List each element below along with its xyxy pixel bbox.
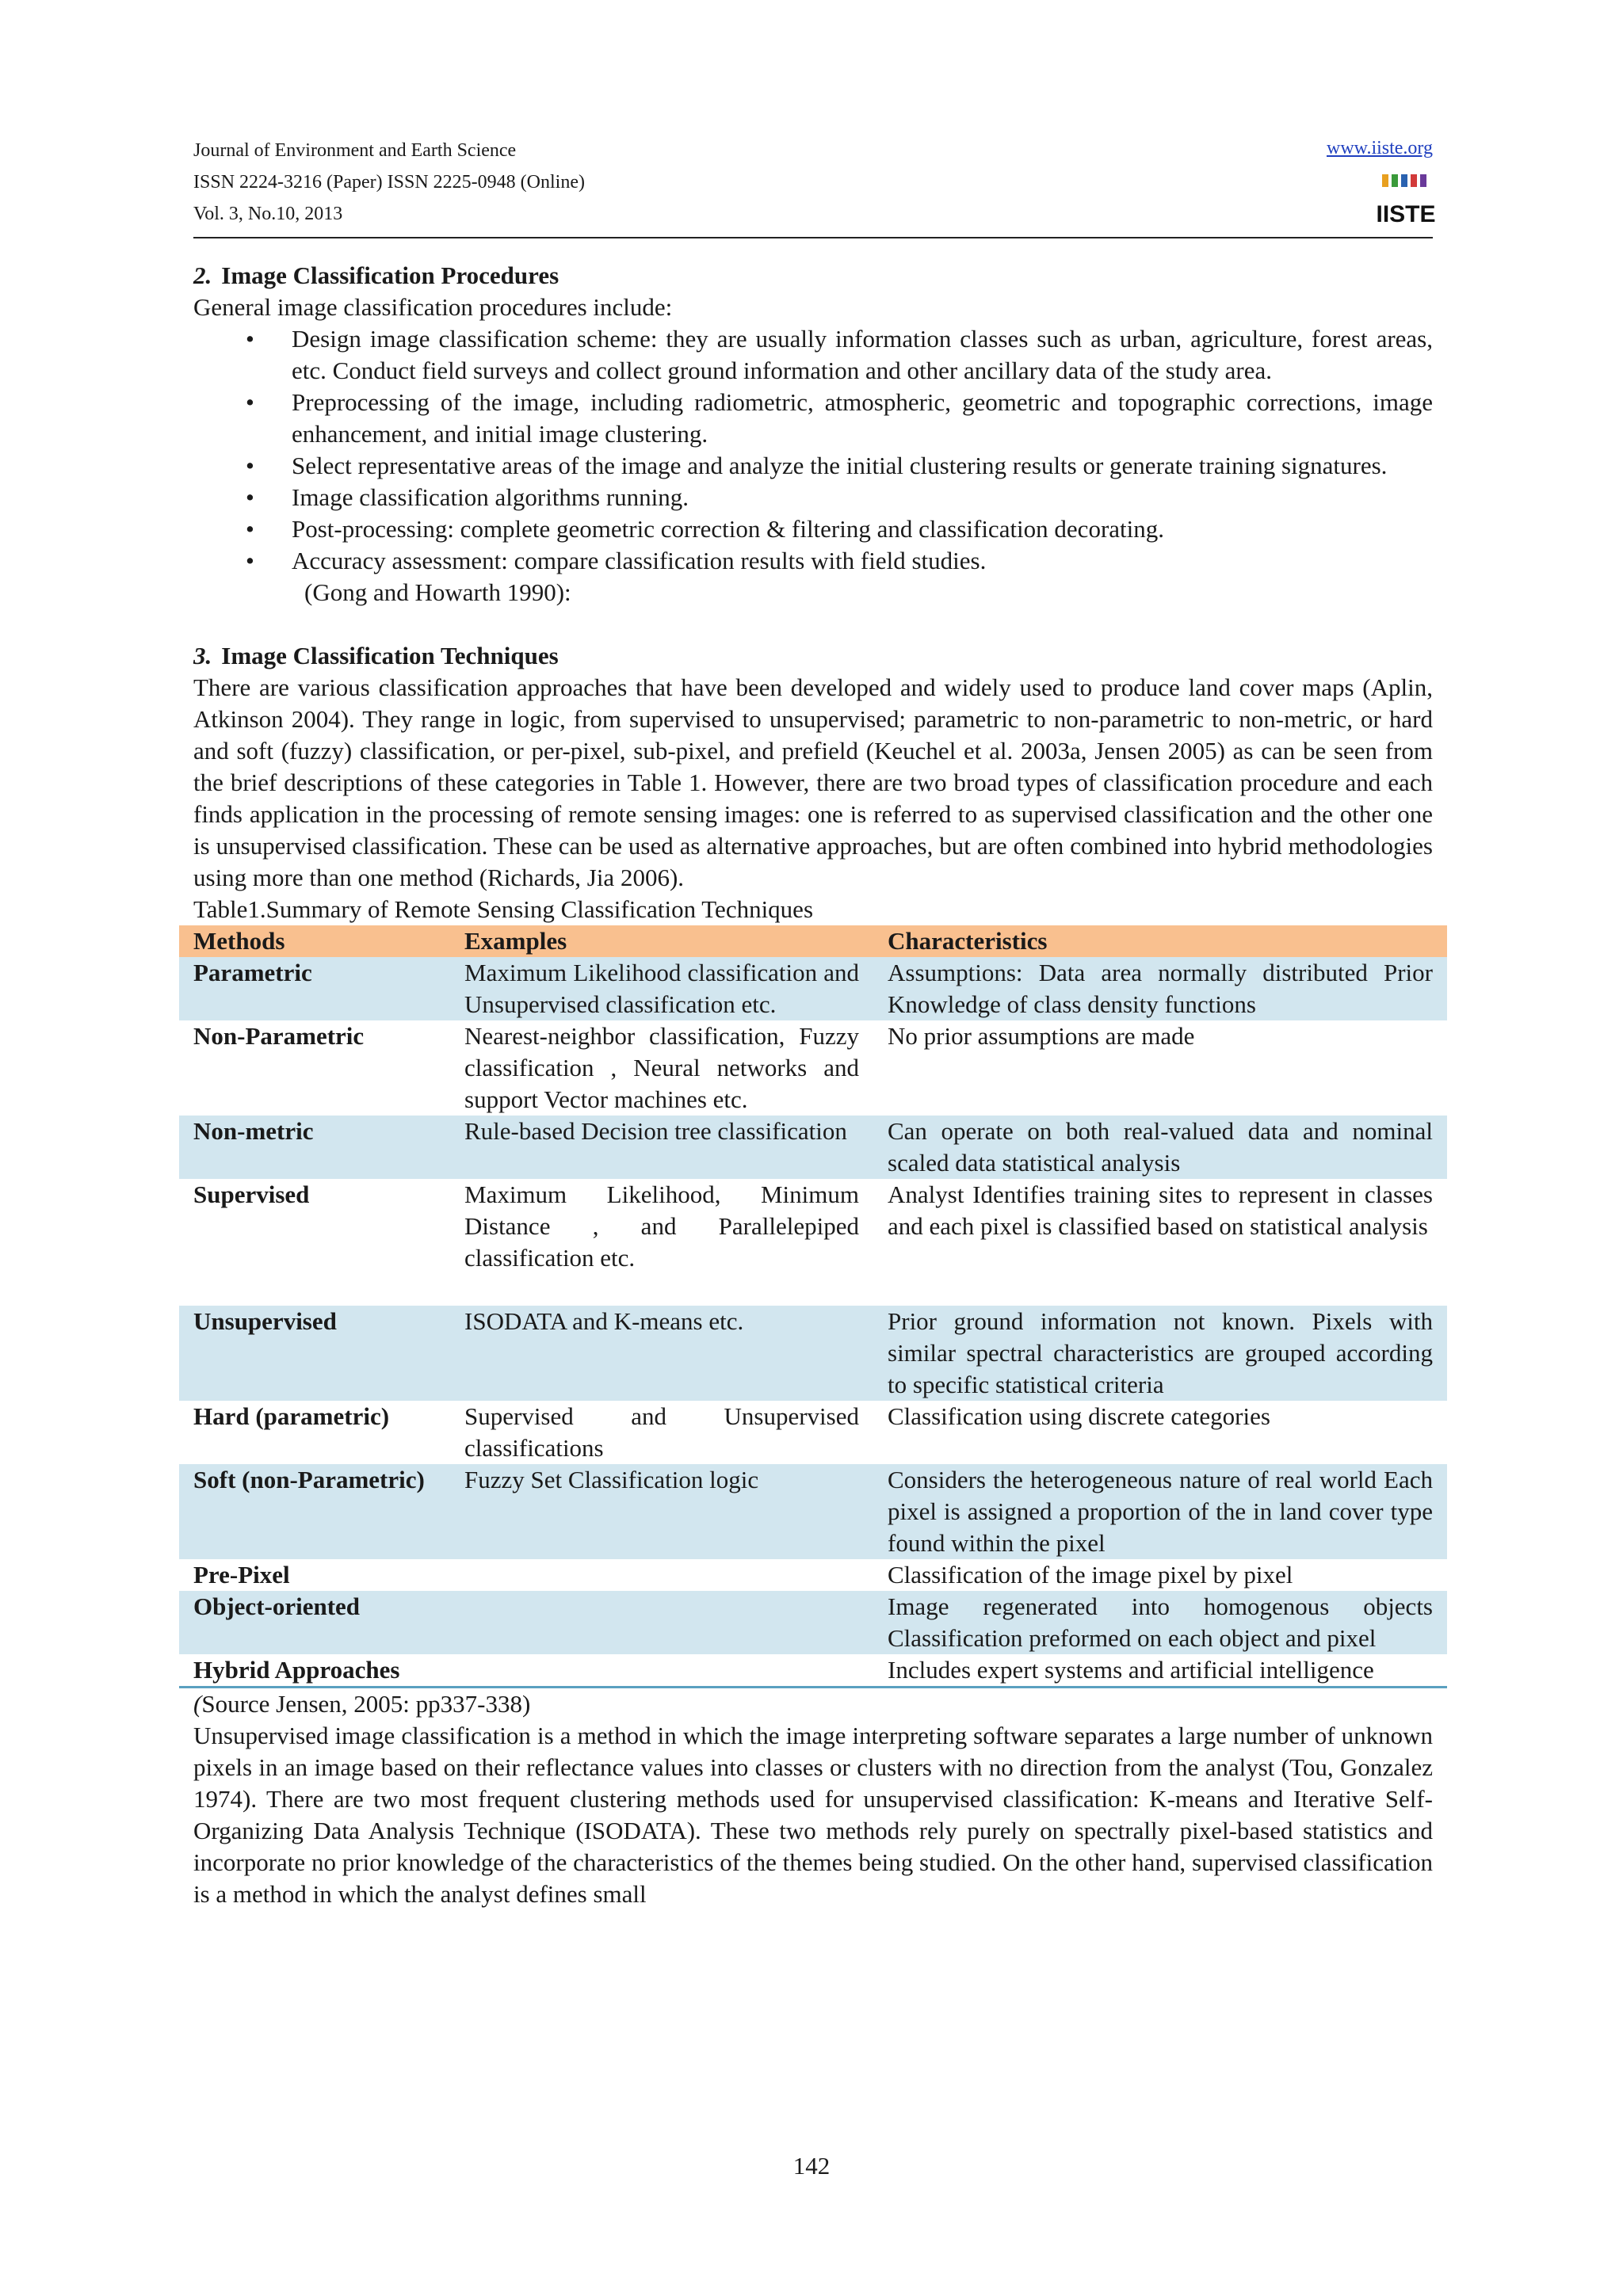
table-row: Supervised Maximum Likelihood, Minimum Distance , and Parallelepiped classification etc. Analyst Identifies training sites to represent in classes and each pixel is classified based on statistical analysis <box>193 1180 1433 1272</box>
table-row: Pre-Pixel Classification of the image pixel by pixel <box>193 1561 1293 1589</box>
section-3-title: Image Classification Techniques <box>221 642 559 669</box>
journal-url-link[interactable]: www.iiste.org <box>1327 138 1433 158</box>
table-row: Non-metric Rule-based Decision tree classification Can operate on both real-valued data and nominal scaled data statistical analysis <box>179 1116 1447 1179</box>
procedure-list <box>193 323 1433 577</box>
list-item: • Design image classification scheme: they are usually information classes such as urban, agriculture, forest areas, etc. Conduct field surveys and collect ground information and other ancillary data of the study area. <box>246 325 1433 384</box>
issn-line: ISSN 2224-3216 (Paper) ISSN 2225-0948 (Online) <box>193 172 585 193</box>
list-item: • Preprocessing of the image, including radiometric, atmospheric, geometric and topographic corrections, image enhancement, and initial image clustering. <box>246 388 1433 448</box>
section-3-number: 3. <box>193 642 212 669</box>
volume-line: Vol. 3, No.10, 2013 <box>193 204 343 224</box>
page-body <box>193 260 1433 1910</box>
classification-table <box>179 925 1447 1688</box>
table-row: Object-oriented Image regenerated into homogenous objects Classification preformed on each object and pixel <box>179 1591 1447 1654</box>
iiste-logo <box>1376 173 1436 227</box>
header-divider <box>193 237 1433 238</box>
table-header-row <box>179 925 1447 957</box>
procedure-citation: (Gong and Howarth 1990): <box>304 578 571 606</box>
list-item: • Image classification algorithms running. <box>246 483 689 511</box>
table-row: Hard (parametric) Supervised and Unsupervised classifications Classification using discrete categories <box>193 1402 1270 1462</box>
table-row: Soft (non-Parametric) Fuzzy Set Classification logic Considers the heterogeneous nature of real world Each pixel is assigned a proportion of the in land cover type found within the pixel <box>179 1464 1447 1559</box>
section-3-heading <box>193 640 1433 672</box>
section-3-paragraph: There are various classification approaches that have been developed and widely used to produce land cover maps (Aplin, Atkinson 2004). They range in logic, from supervised to unsupervised; parametric to non-parametric to non-metric, or hard and soft (fuzzy) classification, or per-pixel, sub-pixel, and prefield (Keuchel et al. 2003a, Jensen 2005) as can be seen from the brief descriptions of these categories in Table 1. However, there are two broad types of classification procedure and each finds application in the processing of remote sensing images: one is referred to as supervised classification and the other one is unsupervised classification. These can be used as alternative approaches, but are often combined into hybrid methodologies using more than one method (Richards, Jia 2006). <box>193 673 1433 891</box>
table-row: Hybrid Approaches Includes expert systems and artificial intelligence <box>179 1654 1447 1688</box>
journal-title: Journal of Environment and Earth Science <box>193 140 517 161</box>
logo-text: IISTE <box>1376 201 1436 227</box>
table-caption: Table1.Summary of Remote Sensing Classification Techniques <box>193 895 814 923</box>
table-source: (Source Jensen, 2005: pp337-338) <box>193 1690 531 1718</box>
header-examples: Examples <box>450 925 873 957</box>
list-item: • Accuracy assessment: compare classification results with field studies. <box>246 547 987 574</box>
table-row: Unsupervised ISODATA and K-means etc. Prior ground information not known. Pixels with similar spectral characteristics are grouped according to specific statistical criteria <box>179 1306 1447 1401</box>
section-2-intro: General image classification procedures include: <box>193 293 673 321</box>
list-item: • Post-processing: complete geometric correction & filtering and classification decorating. <box>246 515 1164 543</box>
table-row: Non-Parametric Nearest-neighbor classification, Fuzzy classification , Neural networks and support Vector machines etc. No prior assumptions are made <box>193 1022 1195 1113</box>
header-methods: Methods <box>179 925 450 957</box>
header-characteristics: Characteristics <box>873 925 1447 957</box>
list-item: • Select representative areas of the image and analyze the initial clustering results or generate training signatures. <box>246 452 1388 479</box>
section-2-heading <box>193 260 1433 292</box>
section-2-title: Image Classification Procedures <box>221 261 559 289</box>
page-number: 142 <box>792 2152 831 2180</box>
closing-paragraph: Unsupervised image classification is a method in which the image interpreting software separates a large number of unknown pixels in an image based on their reflectance values into classes or clusters with no direction from the analyst (Tou, Gonzalez 1974). There are two most frequent clustering methods used for unsupervised classification: K-means and Iterative Self-Organizing Data Analysis Technique (ISODATA). These two methods rely purely on spectrally pixel-based statistics and incorporate no prior knowledge of the characteristics of the themes being studied. On the other hand, supervised classification is a method in which the analyst defines small <box>193 1722 1433 1908</box>
section-2-number: 2. <box>193 261 212 289</box>
table-row: Parametric Maximum Likelihood classification and Unsupervised classification etc. Assumptions: Data area normally distributed Prior Knowledge of class density functions <box>179 957 1447 1020</box>
